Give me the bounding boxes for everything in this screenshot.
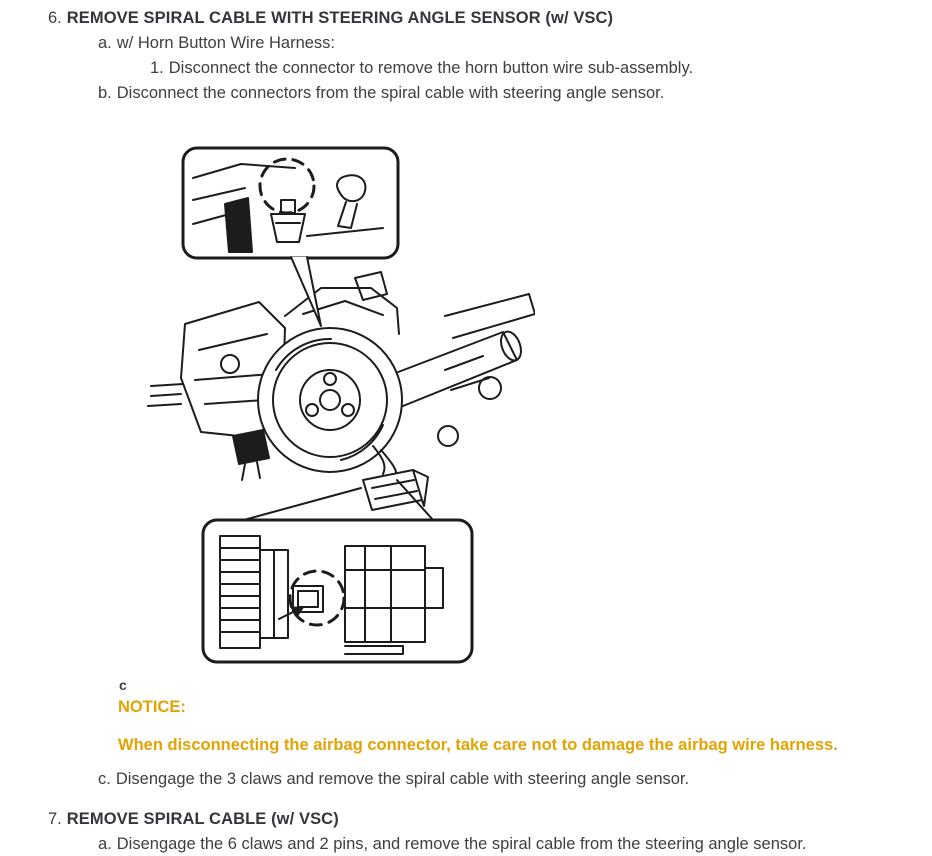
step-6a-1 bbox=[150, 58, 693, 79]
step-7-title: REMOVE SPIRAL CABLE (w/ VSC) bbox=[66, 810, 339, 828]
steering-column-assembly bbox=[148, 272, 535, 510]
spiral-cable-figure bbox=[145, 138, 535, 668]
step-6b bbox=[98, 83, 664, 104]
step-7-number: 7. bbox=[48, 810, 62, 828]
step-6-heading bbox=[48, 8, 613, 29]
step-6c bbox=[98, 769, 689, 790]
step-7a-text: Disengage the 6 claws and 2 pins, and remove the spiral cable from the steering angle sensor. bbox=[116, 835, 807, 853]
spiral-cable-diagram bbox=[145, 138, 535, 668]
step-7-heading bbox=[48, 809, 339, 830]
step-7a bbox=[98, 834, 807, 855]
step-7a-label: a. bbox=[98, 835, 112, 853]
step-6b-label: b. bbox=[98, 84, 112, 102]
bottom-callout bbox=[203, 480, 472, 662]
step-6-title: REMOVE SPIRAL CABLE WITH STEERING ANGLE SENSOR (w/ VSC) bbox=[66, 9, 614, 27]
step-6a-text: w/ Horn Button Wire Harness: bbox=[116, 34, 336, 52]
step-6c-label: c. bbox=[98, 770, 111, 788]
step-6a bbox=[98, 33, 335, 54]
step-6-number: 6. bbox=[48, 9, 62, 27]
notice-heading: NOTICE: bbox=[118, 698, 186, 716]
step-6c-text: Disengage the 3 claws and remove the spiral cable with steering angle sensor. bbox=[115, 770, 690, 788]
notice-text: When disconnecting the airbag connector, take care not to damage the airbag wire harness. bbox=[118, 736, 838, 754]
step-6a-1-text: Disconnect the connector to remove the horn button wire sub-assembly. bbox=[168, 59, 694, 77]
step-6b-text: Disconnect the connectors from the spiral cable with steering angle sensor. bbox=[116, 84, 665, 102]
step-6a-label: a. bbox=[98, 34, 112, 52]
figure-label: c bbox=[119, 677, 127, 693]
step-6a-1-label: 1. bbox=[150, 59, 164, 77]
